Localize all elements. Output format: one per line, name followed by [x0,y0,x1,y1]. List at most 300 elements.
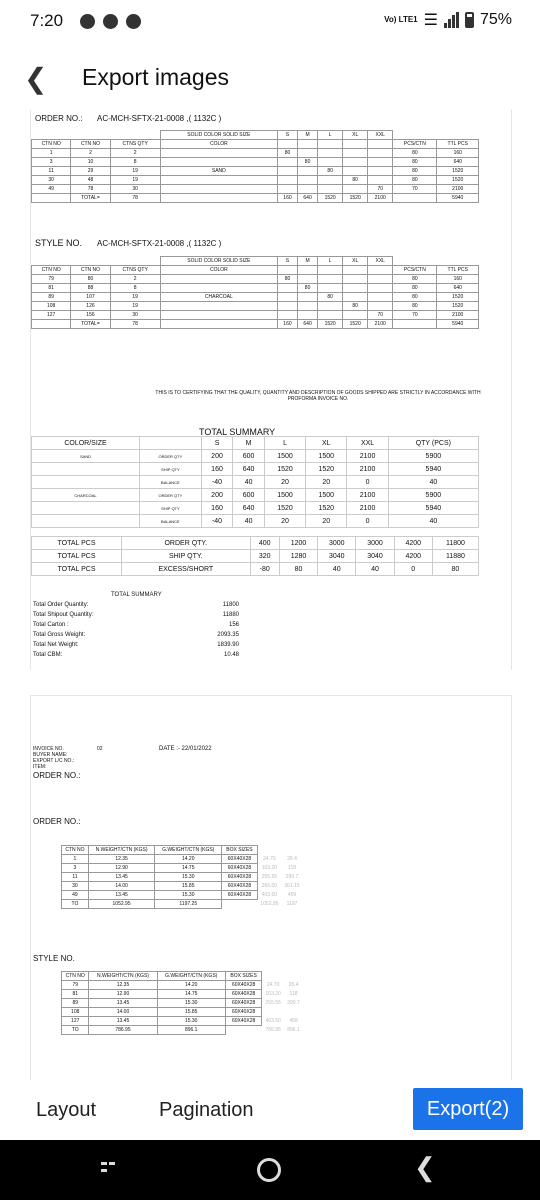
summary-cell: 2100 [347,502,388,515]
color-cell [160,302,277,311]
table-cell [277,284,297,293]
total-summary-list [33,600,239,660]
back-arrow-icon[interactable]: ❮ [24,63,48,94]
cell [393,194,437,203]
weight-cell: 60X40X28 [225,981,261,990]
table-cell [368,167,393,176]
summary-head: XL [306,437,347,450]
weight-cell [262,1008,285,1017]
table-cell [298,311,318,320]
total-label: TOTAL= [71,194,110,203]
weight-cell: 60X40X28 [222,855,258,864]
table-cell [368,293,393,302]
status-bar [0,0,540,44]
color-cell [160,311,277,320]
color-size-head: SOLID COLOR SOLID SIZE [160,131,277,140]
table-cell: 640 [437,284,479,293]
table-cell: 19 [110,176,160,185]
total-cell: 640 [298,194,318,203]
table-cell: 11 [32,167,71,176]
table-row [32,537,479,550]
cell [262,972,285,981]
table-cell: 1520 [437,167,479,176]
weight-cell: 15.30 [157,1017,225,1026]
weight-cell: 11 [62,873,89,882]
table-cell [277,176,297,185]
column-head: TTL PCS [437,266,479,275]
table-cell [298,176,318,185]
system-nav-bar [0,1140,540,1200]
packing-table-charcoal [31,256,479,329]
table-cell: 2 [110,275,160,284]
page-title: Export images [82,64,230,90]
weight-cell: 14.20 [157,981,225,990]
summary-cell [32,476,140,489]
table-cell: 80 [393,158,437,167]
cell [32,131,71,140]
summary-cell: 160 [201,502,233,515]
cell [71,131,110,140]
total-cell: 2100 [368,320,393,329]
summary-cell: 40 [388,476,478,489]
weight-cell: 3 [62,864,89,873]
weight-cell: 108 [62,1008,89,1017]
table-cell [298,167,318,176]
weight-table-2 [61,971,303,1035]
packing-table-sand [31,130,479,203]
facebook-icon [80,14,95,29]
summary-cell: SHIP QTY [140,502,202,515]
summary-cell: 640 [233,463,265,476]
invoice-label: EXPORT L/C NO.: [33,758,75,764]
cell [160,194,277,203]
color-cell [160,158,277,167]
order-number: AC-MCH-SFTX-21-0008 ,( 1132C ) [97,114,222,123]
summary-cell: 1500 [264,450,305,463]
summary-head: L [264,437,305,450]
total-label: TO [62,1026,89,1035]
summary-cell: 0 [347,476,388,489]
table-cell [318,158,343,167]
summary-cell: 1520 [264,463,305,476]
weight-head: BOX SIZES [222,846,258,855]
color-cell: CHARCOAL [160,293,277,302]
summary-head: COLOR/SIZE [32,437,140,450]
table-row [62,999,303,1008]
table-cell [343,293,368,302]
system-back-icon[interactable]: ❮ [414,1152,436,1182]
chrome-icon [103,14,118,29]
table-row [32,563,479,576]
weight-cell: 12.35 [89,981,157,990]
totals-cell: 40 [356,563,394,576]
table-row [32,257,479,266]
table-cell [343,158,368,167]
summary-cell: 1500 [306,450,347,463]
table-row [32,463,479,476]
table-cell [318,185,343,194]
weight-cell: 12.35 [88,855,155,864]
table-row [32,489,479,502]
table-cell: 88 [71,284,110,293]
summary-cell: 20 [306,476,347,489]
table-cell: 70 [393,185,437,194]
column-head: TTL PCS [437,140,479,149]
table-cell [298,293,318,302]
preview-page-2 [30,695,512,1080]
table-cell: 49 [32,185,71,194]
total-summary-title: TOTAL SUMMARY [199,427,276,437]
weight-cell: 118 [289,991,298,997]
summary-head: S [201,437,233,450]
table-cell [318,176,343,185]
totals-cell: 1280 [279,550,317,563]
summary-cell: 200 [201,450,233,463]
total-cell: 78 [110,320,160,329]
pagination-button[interactable]: Pagination [159,1099,254,1121]
table-cell [343,275,368,284]
table-cell: 2100 [437,185,479,194]
table-cell: 80 [277,149,297,158]
weight-cell: 103.20 [261,865,278,871]
table-row [32,167,479,176]
weight-cell: 60X40X28 [222,873,258,882]
table-row [62,1008,303,1017]
summary-cell: ORDER QTY [140,450,202,463]
clock: 7:20 [30,11,64,30]
total-cell: 5940 [437,194,479,203]
weight-cell: 403.50 [261,892,278,898]
weight-cell: 15.85 [155,882,222,891]
summary-value: 10.48 [223,652,239,658]
weight-cell: 14.00 [89,1008,157,1017]
status-right [384,10,512,30]
table-row [62,990,303,999]
total-cell: 1520 [318,194,343,203]
totals-cell: 3000 [356,537,394,550]
summary-label: Total CBM: [33,652,63,658]
table-cell [368,302,393,311]
table-cell [343,311,368,320]
weight-cell: 13.45 [88,873,155,882]
color-cell [160,149,277,158]
table-row [32,293,479,302]
total-cell: 640 [298,320,318,329]
table-cell: 80 [277,275,297,284]
weight-head: CTN NO [62,846,89,855]
chrome-icon [126,14,141,29]
total-cell: 1052.95 [260,901,279,907]
table-row [62,846,303,855]
summary-cell: ORDER QTY [140,489,202,502]
cell [277,266,297,275]
weight-cell: 28.4 [288,982,299,988]
cell [32,194,71,203]
weight-cell: 103.20 [265,991,281,997]
column-head: CTN NO [71,140,110,149]
table-cell [318,149,343,158]
app-bar [0,44,540,112]
weight-cell: 60X40X28 [225,1008,261,1017]
weight-cell: 24.70 [266,982,280,988]
export-button[interactable]: Export(2) [413,1088,523,1130]
totals-cell: 11880 [432,550,478,563]
certification-text: THIS IS TO CERTIFYING THAT THE QUALITY, QUANTITY AND DESCRIPTION OF GOODS SHIPPED ARE STRICTLY IN ACCORDANCE WITH PROFORMA INVOICE NO. [155,390,481,402]
weight-cell: 15.30 [157,999,225,1008]
table-row [32,158,479,167]
table-row [32,550,479,563]
size-head: M [298,257,318,266]
table-cell: 1 [32,149,71,158]
summary-label: Total Order Quantity: [33,602,89,608]
weight-cell: 403.50 [265,1018,281,1024]
totals-table [31,536,479,576]
summary-cell: 600 [233,489,265,502]
summary-cell: 40 [233,476,265,489]
table-cell: 30 [32,176,71,185]
cell [160,320,277,329]
size-head: M [298,131,318,140]
color-cell [160,185,277,194]
table-cell: 78 [71,185,110,194]
summary-table [31,436,479,528]
totals-cell: TOTAL PCS [32,563,122,576]
summary-line [33,640,239,650]
summary-cell: 2100 [347,463,388,476]
battery-level: 75% [479,11,512,28]
totals-cell: 3040 [318,550,356,563]
weight-cell: 81 [62,990,89,999]
p2-order-label: ORDER NO.: [33,771,81,780]
weight-cell: 15.30 [155,873,222,882]
table-cell [368,284,393,293]
summary-line [33,620,239,630]
summary-cell: 2100 [347,450,388,463]
totals-cell: 40 [318,563,356,576]
summary-line [33,600,239,610]
table-cell: 70 [393,311,437,320]
style-number: AC-MCH-SFTX-21-0008 ,( 1132C ) [97,239,222,248]
summary-label: Total Gross Weight: [33,632,86,638]
size-head: L [318,131,343,140]
totals-cell: 11800 [432,537,478,550]
table-cell: 2 [110,149,160,158]
summary-head [140,437,202,450]
cell [298,266,318,275]
summary-value: 2093.35 [217,632,239,638]
summary-head: XXL [347,437,388,450]
summary-cell: 1520 [306,502,347,515]
weight-cell: 60X40X28 [225,990,261,999]
table-row [32,302,479,311]
weight-cell: 459 [289,1018,298,1024]
total-cell: 896.1 [157,1026,225,1035]
summary-cell: 5940 [388,502,478,515]
table-cell [318,311,343,320]
weight-cell: 255.55 [261,874,278,880]
summary-label: Total Carton : [33,622,69,628]
total-cell: 1520 [343,320,368,329]
invoice-number: 02 [97,746,103,752]
table-row [32,266,479,275]
table-cell: 108 [32,302,71,311]
summary-cell: 1500 [264,489,305,502]
total-cell: 78 [110,194,160,203]
totals-cell: 3040 [356,550,394,563]
weight-head: N.WEIGHT/CTN (KGS) [88,846,155,855]
table-cell: 30 [110,311,160,320]
weight-cell: 14.75 [155,864,222,873]
summary-cell: BALANCE [140,515,202,528]
p2-style-label: STYLE NO. [33,954,75,963]
table-row [32,149,479,158]
layout-button[interactable]: Layout [36,1099,97,1121]
table-cell [277,311,297,320]
totals-cell: 320 [250,550,279,563]
cell [343,140,368,149]
summary-value: 1839.90 [217,642,239,648]
table-row [32,194,479,203]
total-summary-subtitle: TOTAL SUMMARY [111,592,162,598]
totals-cell: 4200 [394,550,432,563]
summary-cell: 1520 [306,463,347,476]
table-cell: 80 [298,284,318,293]
weight-head: BOX SIZES [225,972,261,981]
column-head: COLOR [160,266,277,275]
table-row [32,311,479,320]
total-cell: 786.95 [265,1027,281,1033]
total-cell: 2100 [368,194,393,203]
summary-cell [32,502,140,515]
battery-icon [465,12,474,28]
summary-value: 11880 [222,612,239,618]
summary-value: 11800 [222,602,239,608]
table-cell: 1520 [437,302,479,311]
document-preview[interactable] [30,110,512,1080]
table-row [32,275,479,284]
weight-cell: 60X40X28 [222,891,258,900]
table-cell [318,284,343,293]
total-cell: 1520 [343,194,368,203]
cell [393,257,437,266]
table-row [62,1017,303,1026]
table-cell [318,275,343,284]
bottom-toolbar [0,1080,540,1140]
weight-cell: 127 [62,1017,89,1026]
table-cell: 126 [71,302,110,311]
table-cell [368,158,393,167]
summary-head: QTY (PCS) [388,437,478,450]
weight-cell: 1 [62,855,89,864]
order-label: ORDER NO.: [35,114,83,123]
weight-head: CTN NO [62,972,89,981]
total-cell: 160 [277,194,297,203]
table-row [32,140,479,149]
summary-label: Total Shipout Quantity: [33,612,94,618]
table-row [62,891,303,900]
summary-cell: 160 [201,463,233,476]
totals-cell: -80 [250,563,279,576]
summary-cell: 40 [233,515,265,528]
table-row [32,476,479,489]
cell [32,257,71,266]
weight-cell: 14.20 [155,855,222,864]
weight-cell: 15.30 [155,891,222,900]
table-row [62,882,303,891]
table-cell: 80 [393,149,437,158]
summary-label: Total Net Weight: [33,642,79,648]
cell [222,900,258,909]
table-cell: 160 [437,149,479,158]
weight-table-1 [61,845,303,909]
weight-cell: 118 [288,865,297,871]
column-head: CTNS QTY [110,266,160,275]
cell [368,266,393,275]
color-cell: SAND [160,167,277,176]
table-cell: 70 [368,311,393,320]
cell [393,320,437,329]
table-row [32,437,479,450]
table-cell: 127 [32,311,71,320]
table-cell: 640 [437,158,479,167]
weight-head: N.WEIGHT/CTN (KGS) [89,972,157,981]
summary-cell: 20 [264,476,305,489]
home-icon[interactable] [257,1158,281,1182]
weight-cell: 60X40X28 [225,1017,261,1026]
weight-cell: 14.75 [157,990,225,999]
cell [32,320,71,329]
total-cell: 1197.25 [155,900,222,909]
summary-line [33,630,239,640]
summary-cell: 5940 [388,463,478,476]
table-cell [277,158,297,167]
table-cell: 80 [393,284,437,293]
table-cell: 29 [71,167,110,176]
summary-cell: 5900 [388,489,478,502]
weight-cell: 15.85 [157,1008,225,1017]
color-cell [160,275,277,284]
summary-cell: 20 [306,515,347,528]
summary-cell: 1520 [264,502,305,515]
table-row [32,515,479,528]
weight-cell: 12.90 [89,990,157,999]
table-cell [343,284,368,293]
invoice-label: INVOICE NO. [33,746,64,752]
cell [318,266,343,275]
column-head: CTN NO [32,266,71,275]
size-head: XL [343,131,368,140]
weight-head: G.WEIGHT/CTN (KGS) [157,972,225,981]
cell [71,257,110,266]
table-cell: 80 [318,167,343,176]
summary-cell: BALANCE [140,476,202,489]
weight-cell: 89 [62,999,89,1008]
total-cell: 1520 [318,320,343,329]
column-head: CTN NO [32,140,71,149]
table-cell: 80 [393,275,437,284]
totals-cell: 400 [250,537,279,550]
weight-cell: 12.90 [88,864,155,873]
recent-apps-icon[interactable] [101,1162,121,1176]
weight-cell: 13.45 [88,891,155,900]
table-cell: 80 [298,158,318,167]
totals-cell: TOTAL PCS [32,537,122,550]
table-cell: 2100 [437,311,479,320]
p2-order-label-2: ORDER NO.: [33,817,81,826]
weight-cell: 290.7 [285,874,299,880]
weight-cell: 290.7 [287,1000,300,1006]
table-cell [298,185,318,194]
